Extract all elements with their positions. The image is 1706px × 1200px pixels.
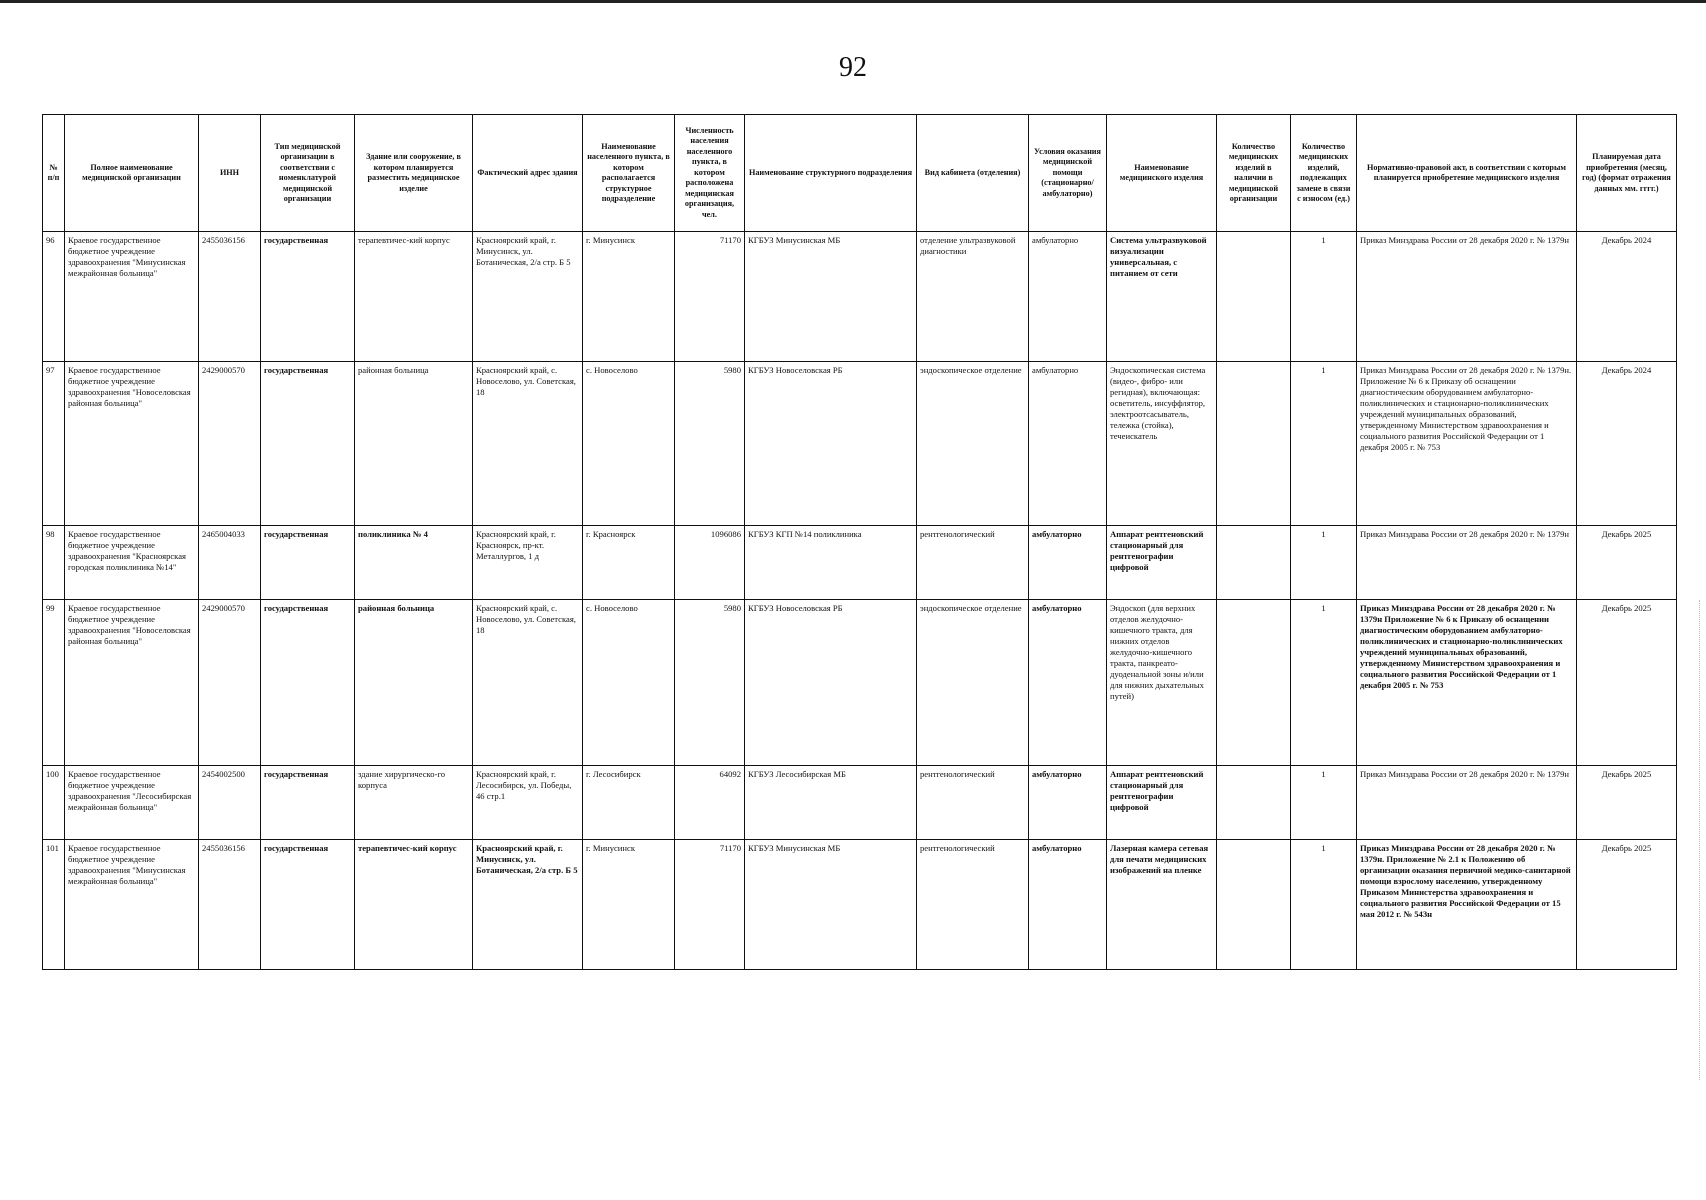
header-device: Наименование медицинского изделия [1107, 115, 1217, 232]
cell-inn: 2465004033 [199, 526, 261, 600]
cell-address: Красноярский край, с. Новоселово, ул. Советская, 18 [473, 362, 583, 526]
cell-cabinet: рентгенологический [917, 526, 1029, 600]
cell-date: Декабрь 2025 [1577, 600, 1677, 766]
header-conditions: Условия оказания медицинской помощи (стационарно/ амбулаторно) [1029, 115, 1107, 232]
cell-population: 5980 [675, 600, 745, 766]
cell-legal: Приказ Минздрава России от 28 декабря 2020 г. № 1379н Приложение № 6 к Приказу об оснащении диагностическим оборудованием амбулаторно-поликлинических и стационарно-поликлинических учреждений муниципальных образований, утвержденному Министерством здравоохранения и социального развития Российской Федерации от 1 декабря 2005 г. № 753 [1357, 600, 1577, 766]
cell-population: 71170 [675, 232, 745, 362]
header-qty-replace: Количество медицинских изделий, подлежащих замене в связи с износом (ед.) [1291, 115, 1357, 232]
cell-num: 98 [43, 526, 65, 600]
cell-qty-have [1217, 232, 1291, 362]
header-legal: Нормативно-правовой акт, в соответствии с которым планируется приобретение медицинского изделия [1357, 115, 1577, 232]
cell-subdivision: КГБУЗ Лесосибирская МБ [745, 766, 917, 840]
cell-population: 71170 [675, 840, 745, 970]
header-row [43, 115, 1677, 232]
cell-conditions: амбулаторно [1029, 600, 1107, 766]
cell-conditions: амбулаторно [1029, 232, 1107, 362]
cell-device: Эндоскопическая система (видео-, фибро- или регидная), включающая: осветитель, инсуффлятор, электроотсасыватель, тележка (стойка), течеискатель [1107, 362, 1217, 526]
cell-population: 5980 [675, 362, 745, 526]
cell-building: терапевтичес-кий корпус [355, 232, 473, 362]
cell-conditions: амбулаторно [1029, 526, 1107, 600]
table-row [43, 362, 1677, 526]
cell-qty-replace: 1 [1291, 840, 1357, 970]
cell-org: Краевое государственное бюджетное учреждение здравоохранения "Новоселовская районная больница" [65, 362, 199, 526]
cell-subdivision: КГБУЗ Новоселовская РБ [745, 362, 917, 526]
cell-type: государственная [261, 526, 355, 600]
cell-cabinet: эндоскопическое отделение [917, 600, 1029, 766]
header-qty-have: Количество медицинских изделий в наличии в медицинской организации [1217, 115, 1291, 232]
cell-conditions: амбулаторно [1029, 840, 1107, 970]
cell-settlement: г. Минусинск [583, 840, 675, 970]
cell-subdivision: КГБУЗ Новоселовская РБ [745, 600, 917, 766]
cell-legal: Приказ Минздрава России от 28 декабря 2020 г. № 1379н [1357, 766, 1577, 840]
cell-device: Система ультразвуковой визуализации универсальная, с питанием от сети [1107, 232, 1217, 362]
cell-address: Красноярский край, с. Новоселово, ул. Советская, 18 [473, 600, 583, 766]
cell-type: государственная [261, 600, 355, 766]
top-scan-border [0, 0, 1706, 3]
cell-inn: 2429000570 [199, 362, 261, 526]
cell-settlement: с. Новоселово [583, 362, 675, 526]
cell-type: государственная [261, 840, 355, 970]
cell-org: Краевое государственное бюджетное учреждение здравоохранения "Новоселовская районная больница" [65, 600, 199, 766]
page-number: 92 [839, 52, 867, 83]
cell-qty-have [1217, 362, 1291, 526]
scan-edge-artifact [1698, 600, 1700, 1080]
table-row [43, 766, 1677, 840]
cell-qty-replace: 1 [1291, 766, 1357, 840]
cell-building: терапевтичес-кий корпус [355, 840, 473, 970]
header-address: Фактический адрес здания [473, 115, 583, 232]
cell-address: Красноярский край, г. Минусинск, ул. Ботаническая, 2/а стр. Б 5 [473, 840, 583, 970]
cell-qty-replace: 1 [1291, 232, 1357, 362]
cell-inn: 2454002500 [199, 766, 261, 840]
cell-address: Красноярский край, г. Минусинск, ул. Ботаническая, 2/а стр. Б 5 [473, 232, 583, 362]
table-row [43, 840, 1677, 970]
cell-building: районная больница [355, 600, 473, 766]
cell-device: Аппарат рентгеновский стационарный для рентгенографии цифровой [1107, 526, 1217, 600]
equipment-table [42, 114, 1677, 970]
cell-subdivision: КГБУЗ Минусинская МБ [745, 232, 917, 362]
cell-date: Декабрь 2024 [1577, 232, 1677, 362]
header-type: Тип медицинской организации в соответствии с номенклатурой медицинской организации [261, 115, 355, 232]
cell-legal: Приказ Минздрава России от 28 декабря 2020 г. № 1379н [1357, 232, 1577, 362]
cell-settlement: с. Новоселово [583, 600, 675, 766]
cell-conditions: амбулаторно [1029, 766, 1107, 840]
cell-org: Краевое государственное бюджетное учреждение здравоохранения "Красноярская городская поликлиника №14" [65, 526, 199, 600]
cell-building: районная больница [355, 362, 473, 526]
cell-legal: Приказ Минздрава России от 28 декабря 2020 г. № 1379н. Приложение № 2.1 к Положению об организации оказания первичной медико-санитарной помощи взрослому населению, утвержденному Приказом Министерства здравоохранения и социального развития Российской Федерации от 15 мая 2012 г. № 543н [1357, 840, 1577, 970]
cell-address: Красноярский край, г. Красноярск, пр-кт. Металлургов, 1 д [473, 526, 583, 600]
cell-cabinet: рентгенологический [917, 766, 1029, 840]
cell-qty-have [1217, 766, 1291, 840]
header-inn: ИНН [199, 115, 261, 232]
cell-legal: Приказ Минздрава России от 28 декабря 2020 г. № 1379н. Приложение № 6 к Приказу об оснащении диагностическим оборудованием амбулаторно-поликлинических и стационарно-поликлинических учреждений муниципальных образований, утвержденному Министерством здравоохранения и социального развития Российской Федерации от 1 декабря 2005 г. № 753 [1357, 362, 1577, 526]
cell-cabinet: отделение ультразвуковой диагностики [917, 232, 1029, 362]
cell-conditions: амбулаторно [1029, 362, 1107, 526]
cell-population: 64092 [675, 766, 745, 840]
cell-building: поликлиника № 4 [355, 526, 473, 600]
header-date: Планируемая дата приобретения (месяц, год) (формат отражения данных мм. гггг.) [1577, 115, 1677, 232]
cell-num: 100 [43, 766, 65, 840]
cell-num: 96 [43, 232, 65, 362]
cell-qty-have [1217, 840, 1291, 970]
cell-qty-replace: 1 [1291, 600, 1357, 766]
cell-device: Эндоскоп (для верхних отделов желудочно-кишечного тракта, для нижних отделов желудочно-кишечного тракта, панкреато-дуоденальной зоны и/или для нижних дыхательных путей) [1107, 600, 1217, 766]
cell-date: Декабрь 2025 [1577, 526, 1677, 600]
cell-settlement: г. Минусинск [583, 232, 675, 362]
cell-date: Декабрь 2025 [1577, 840, 1677, 970]
cell-date: Декабрь 2024 [1577, 362, 1677, 526]
cell-type: государственная [261, 766, 355, 840]
cell-qty-have [1217, 526, 1291, 600]
cell-population: 1096086 [675, 526, 745, 600]
cell-subdivision: КГБУЗ Минусинская МБ [745, 840, 917, 970]
cell-type: государственная [261, 362, 355, 526]
header-subdivision: Наименование структурного подразделения [745, 115, 917, 232]
cell-device: Аппарат рентгеновский стационарный для рентгенографии цифровой [1107, 766, 1217, 840]
header-org: Полное наименование медицинской организации [65, 115, 199, 232]
cell-date: Декабрь 2025 [1577, 766, 1677, 840]
cell-inn: 2455036156 [199, 840, 261, 970]
cell-cabinet: рентгенологический [917, 840, 1029, 970]
header-settlement: Наименование населенного пункта, в котором располагается структурное подразделение [583, 115, 675, 232]
cell-org: Краевое государственное бюджетное учреждение здравоохранения "Минусинская межрайонная больница" [65, 232, 199, 362]
cell-device: Лазерная камера сетевая для печати медицинских изображений на пленке [1107, 840, 1217, 970]
cell-qty-replace: 1 [1291, 362, 1357, 526]
table-row [43, 600, 1677, 766]
cell-inn: 2455036156 [199, 232, 261, 362]
cell-inn: 2429000570 [199, 600, 261, 766]
table-row [43, 526, 1677, 600]
cell-org: Краевое государственное бюджетное учреждение здравоохранения "Минусинская межрайонная больница" [65, 840, 199, 970]
cell-cabinet: эндоскопическое отделение [917, 362, 1029, 526]
cell-num: 99 [43, 600, 65, 766]
cell-num: 97 [43, 362, 65, 526]
cell-address: Красноярский край, г. Лесосибирск, ул. Победы, 46 стр.1 [473, 766, 583, 840]
header-building: Здание или сооружение, в котором планируется разместить медицинское изделие [355, 115, 473, 232]
cell-num: 101 [43, 840, 65, 970]
header-cabinet: Вид кабинета (отделения) [917, 115, 1029, 232]
cell-building: здание хирургическо-го корпуса [355, 766, 473, 840]
header-num: № п/п [43, 115, 65, 232]
cell-legal: Приказ Минздрава России от 28 декабря 2020 г. № 1379н [1357, 526, 1577, 600]
cell-qty-replace: 1 [1291, 526, 1357, 600]
cell-settlement: г. Красноярск [583, 526, 675, 600]
cell-settlement: г. Лесосибирск [583, 766, 675, 840]
cell-type: государственная [261, 232, 355, 362]
cell-qty-have [1217, 600, 1291, 766]
table-row [43, 232, 1677, 362]
cell-org: Краевое государственное бюджетное учреждение здравоохранения "Лесосибирская межрайонная больница" [65, 766, 199, 840]
cell-subdivision: КГБУЗ КГП №14 поликлиника [745, 526, 917, 600]
header-population: Численность населения населенного пункта, в котором расположена медицинская организация, чел. [675, 115, 745, 232]
